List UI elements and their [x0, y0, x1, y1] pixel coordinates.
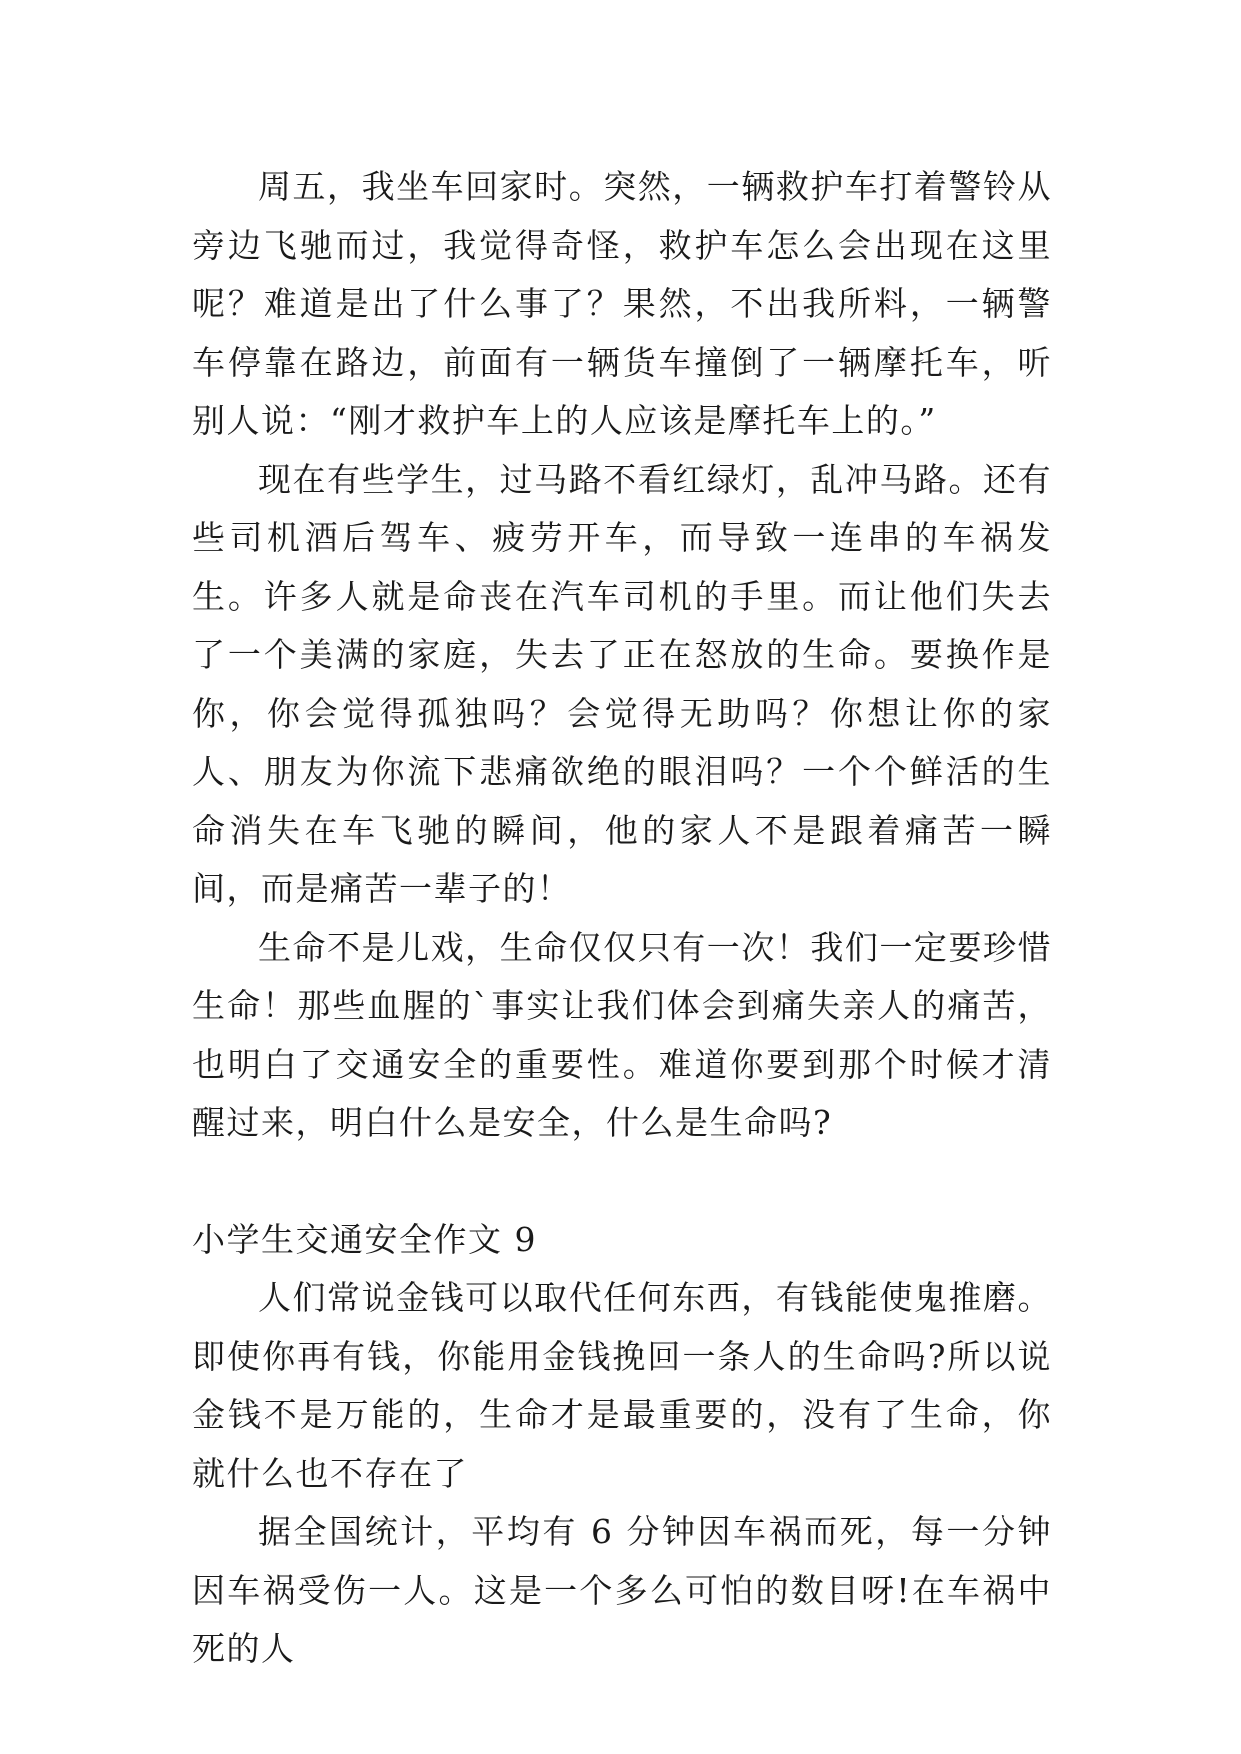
paragraph-students: 现在有些学生，过马路不看红绿灯，乱冲马路。还有些司机酒后驾车、疲劳开车，而导致一连串的车祸发生。许多人就是命丧在汽车司机的手里。而让他们失去了一个美满的家庭，失去了正在怒放的生命。要换作是你，你会觉得孤独吗？会觉得无助吗？你想让你的家人、朋友为你流下悲痛欲绝的眼泪吗？一个个鲜活的生命消失在车飞驰的瞬间，他的家人不是跟着痛苦一瞬间，而是痛苦一辈子的！ — [192, 459, 1052, 908]
document-body — [192, 158, 1052, 1679]
paragraph-money: 人们常说金钱可以取代任何东西，有钱能使鬼推磨。即使你再有钱，你能用金钱挽回一条人的生命吗?所以说金钱不是万能的，生命才是最重要的，没有了生命，你就什么也不存在了 — [192, 1278, 1052, 1493]
paragraph-statistics: 据全国统计，平均有 6 分钟因车祸而死，每一分钟因车祸受伤一人。这是一个多么可怕的数目呀!在车祸中死的人 — [192, 1512, 1052, 1668]
paragraph-life: 生命不是儿戏，生命仅仅只有一次！我们一定要珍惜生命！那些血腥的`事实让我们体会到痛失亲人的痛苦，也明白了交通安全的重要性。难道你要到那个时候才清醒过来，明白什么是安全，什么是生命吗? — [192, 927, 1052, 1142]
section-title: 小学生交通安全作文 9 — [192, 1219, 537, 1259]
paragraph-ambulance: 周五，我坐车回家时。突然，一辆救护车打着警铃从旁边飞驰而过，我觉得奇怪，救护车怎么会出现在这里呢？难道是出了什么事了？果然，不出我所料，一辆警车停靠在路边，前面有一辆货车撞倒了一辆摩托车，听别人说：“刚才救护车上的人应该是摩托车上的。” — [192, 167, 1052, 440]
